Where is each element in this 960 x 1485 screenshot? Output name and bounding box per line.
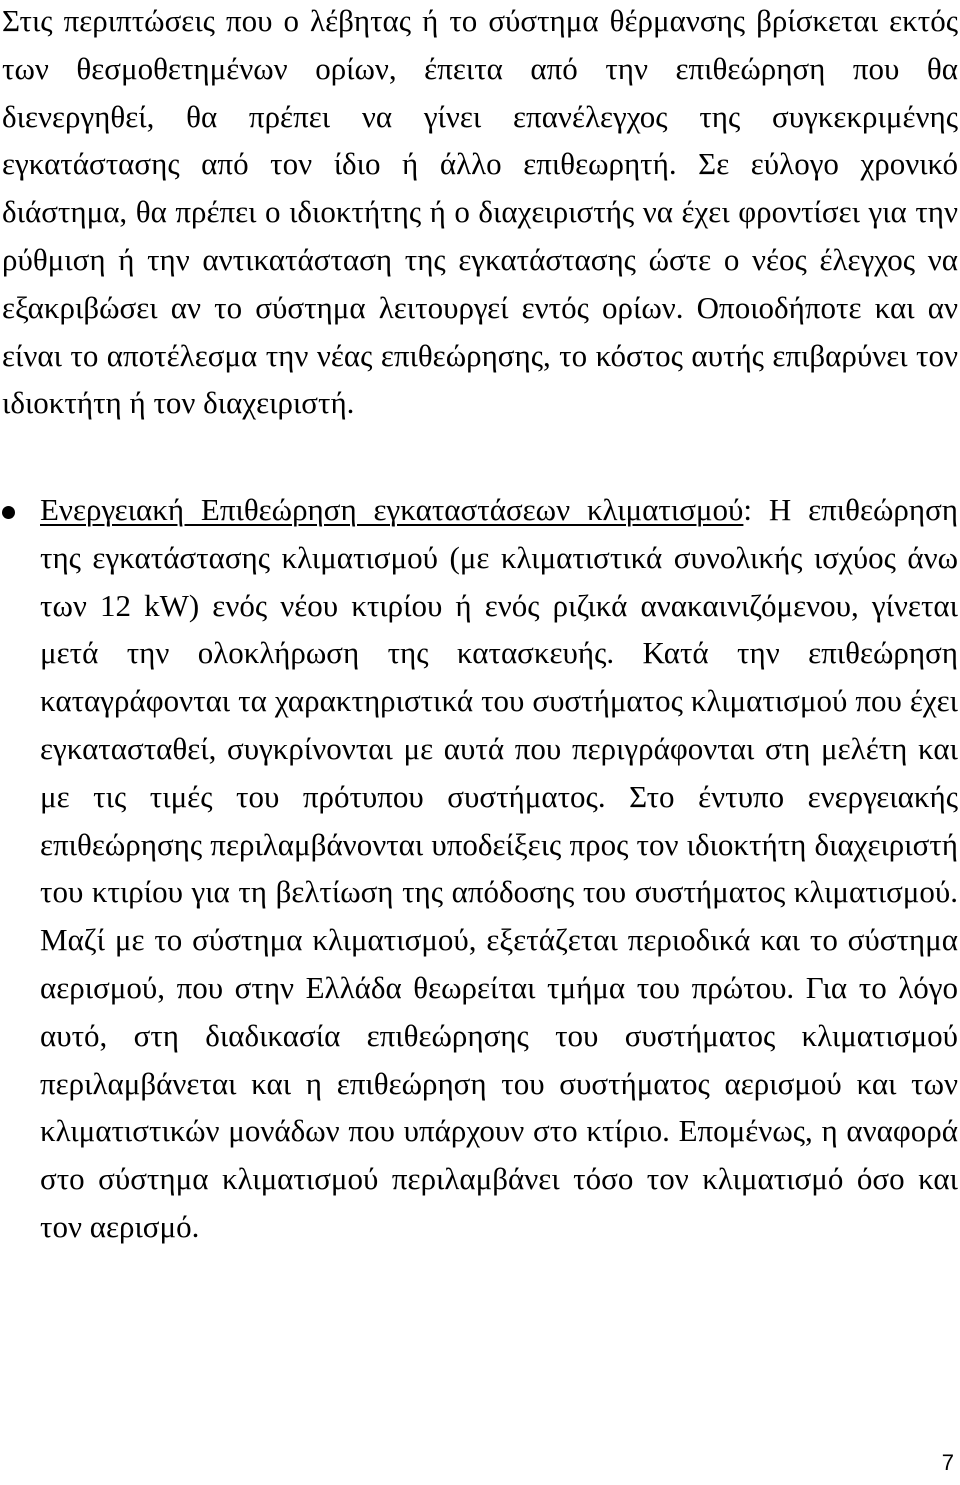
bullet-dot-icon [2,506,15,519]
bullet-body: Η επιθεώρηση της εγκατάστασης κλιματισμού (με κλιματιστικά συνολικής ισχύος άνω των 12 kW) ενός νέου κτιρίου ή ενός ριζικά ανακαινιζόμενου, γίνεται μετά την ολοκλήρωση της κατασκευής. Κατά την επιθεώρηση καταγράφονται τα χαρακτηριστικά του συστήματος κλιματισμού που έχει εγκατασταθεί, συγκρίνονται με αυτά που περιγράφονται στη μελέτη και με τις τιμές του πρότυπου συστήματος. Στο έντυπο ενεργειακής επιθεώρησης περιλαμβάνονται υποδείξεις προς τον ιδιοκτήτη διαχειριστή του κτιρίου για τη βελτίωση της απόδοσης του συστήματος κλιματισμού. Μαζί με το σύστημα κλιματισμού, εξετάζεται περιοδικά και το σύστημα αερισμού, που στην Ελλάδα θεωρείται τμήμα του πρώτου. Για το λόγο αυτό, στη διαδικασία επιθεώρησης του συστήματος κλιματισμού περιλαμβάνεται και η επιθεώρηση του συστήματος αερισμού και των κλιματιστικών μονάδων που υπάρχουν στο κτίριο. Επομένως, η αναφορά στο σύστημα κλιματισμού περιλαμβάνει τόσο τον κλιματισμό όσο και τον αερισμό. [40,492,958,1244]
bullet-heading-separator: : [743,492,753,527]
page-number: 7 [941,1450,954,1475]
bullet-heading: Ενεργειακή Επιθεώρηση εγκαταστάσεων κλιματισμού [40,492,744,527]
paragraph-reinspection: Στις περιπτώσεις που ο λέβητας ή το σύστημα θέρμανσης βρίσκεται εκτός των θεσμοθετημένων ορίων, έπειτα από την επιθεώρηση που θα διενεργηθεί, θα πρέπει να γίνει επανέλεγχος της συγκεκριμένης εγκατάστασης από τον ίδιο ή άλλο επιθεωρητή. Σε εύλογο χρονικό διάστημα, θα πρέπει ο ιδιοκτήτης ή ο διαχειριστής να έχει φροντίσει για την ρύθμιση ή την αντικατάσταση της εγκατάστασης ώστε ο νέος έλεγχος να εξακριβώσει αν το σύστημα λειτουργεί εντός ορίων. Οποιοδήποτε και αν είναι το αποτέλεσμα την νέας επιθεώρησης, το κόστος αυτής επιβαρύνει τον ιδιοκτήτη ή τον διαχειριστή. [2,3,958,421]
paragraph-ac-inspection [40,486,958,1251]
